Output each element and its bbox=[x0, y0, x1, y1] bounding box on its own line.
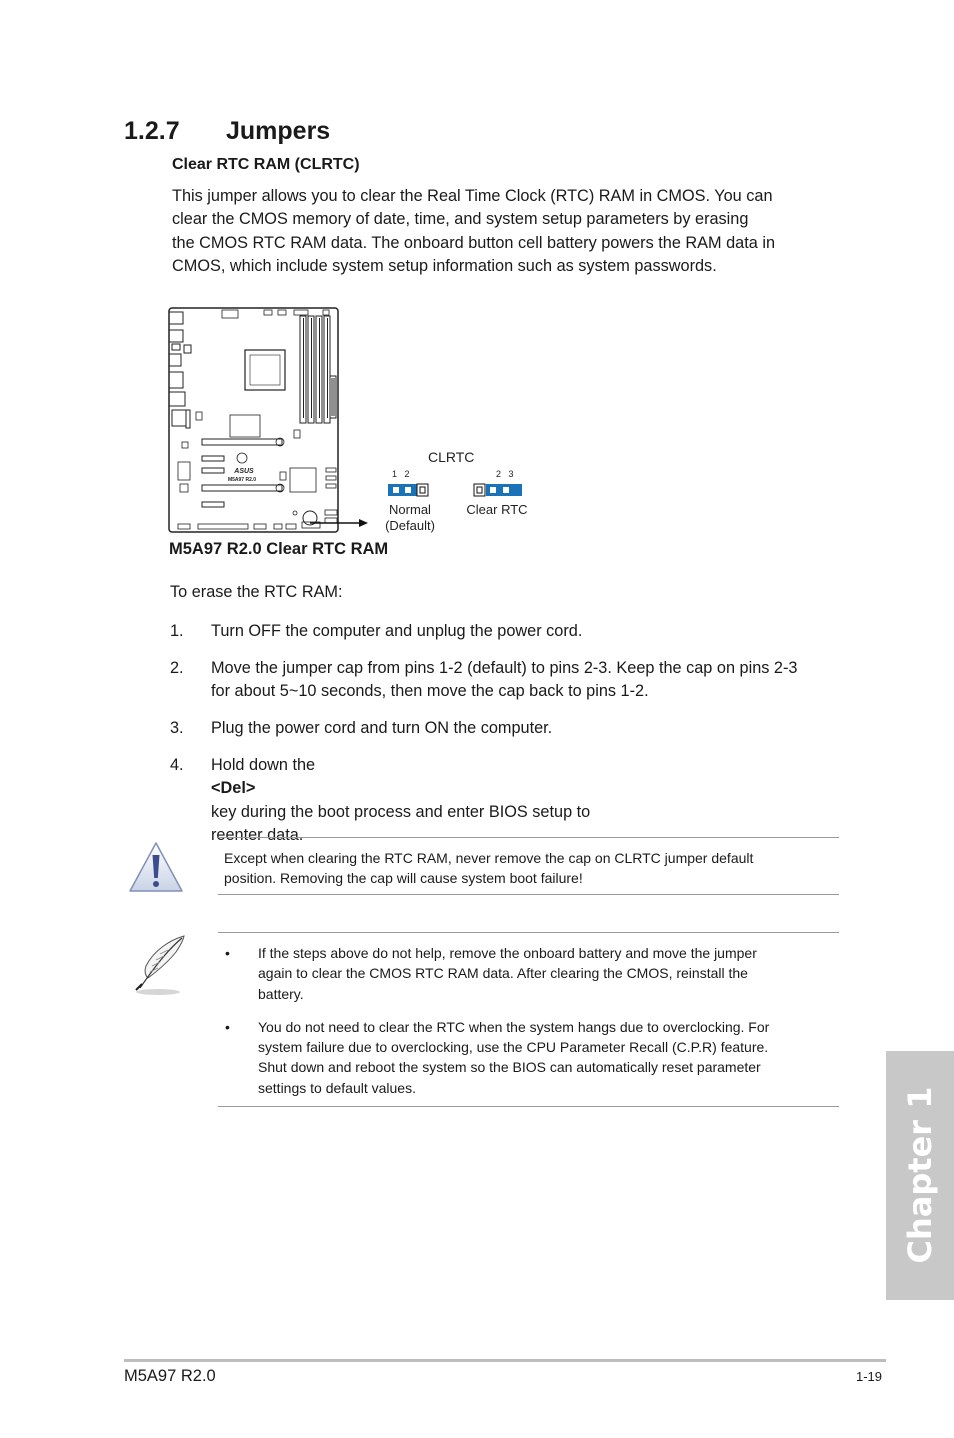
clear-label: Clear RTC bbox=[466, 502, 528, 517]
brand-logo: ASUS bbox=[234, 468, 254, 475]
section-heading: Jumpers bbox=[226, 117, 331, 145]
intro-line: clear the CMOS memory of date, time, and system setup parameters by erasing bbox=[172, 210, 749, 229]
jumper-normal bbox=[388, 484, 428, 496]
note-text: again to clear the CMOS RTC RAM data. After clearing the CMOS, reinstall the bbox=[258, 965, 748, 982]
section-number: 1.2.7 bbox=[124, 117, 180, 145]
step-number: 1. bbox=[170, 622, 184, 640]
footer-product-name: M5A97 R2.0 bbox=[124, 1367, 216, 1385]
step-text: for about 5~10 seconds, then move the cap back to pins 1-2. bbox=[211, 682, 649, 701]
footer-page-number: 1-19 bbox=[856, 1369, 883, 1384]
step-text-pre: Hold down the bbox=[211, 756, 316, 774]
footer-rule bbox=[124, 1359, 886, 1362]
warning-text: position. Removing the cap will cause system boot failure! bbox=[224, 870, 583, 887]
clrtc-header-label: CLRTC bbox=[428, 449, 475, 465]
normal-label: Normal bbox=[389, 502, 431, 517]
note-bullet bbox=[218, 1017, 839, 1098]
step-text: Turn OFF the computer and unplug the power cord. bbox=[211, 622, 583, 640]
step-text-post: key during the boot process and enter BIOS setup to bbox=[211, 802, 591, 821]
step-text: reenter data. bbox=[211, 825, 304, 844]
motherboard-diagram bbox=[160, 300, 720, 540]
normal-pin-numbers: 1 2 bbox=[392, 469, 410, 479]
intro-line: the CMOS RTC RAM data. The onboard button cell battery powers the RAM data in bbox=[172, 233, 776, 252]
note-text: settings to default values. bbox=[258, 1079, 416, 1096]
step-text bbox=[211, 754, 851, 824]
warning-text: Except when clearing the RTC RAM, never remove the cap on CLRTC jumper default bbox=[224, 850, 754, 866]
warning-box bbox=[218, 837, 839, 895]
step-text: Move the jumper cap from pins 1-2 (default) to pins 2-3. Keep the cap on pins 2-3 bbox=[211, 659, 798, 677]
note-text: You do not need to clear the RTC when the system hangs due to overclocking. For bbox=[258, 1018, 770, 1035]
board-label: M5A97 R2.0 bbox=[227, 477, 257, 483]
step-number: 3. bbox=[170, 719, 184, 737]
intro-paragraph bbox=[172, 185, 832, 278]
subheading: Clear RTC RAM (CLRTC) bbox=[172, 156, 360, 173]
section-title bbox=[124, 117, 330, 146]
intro-line: This jumper allows you to clear the Real Time Clock (RTC) RAM in CMOS. You can bbox=[172, 187, 773, 205]
bullet-symbol: • bbox=[225, 1018, 230, 1035]
step-text: Plug the power cord and turn ON the computer. bbox=[211, 719, 553, 737]
board-outline bbox=[169, 308, 338, 532]
jumper-clear bbox=[474, 484, 522, 496]
note-box bbox=[218, 932, 839, 1107]
step-number: 2. bbox=[170, 659, 184, 677]
chapter-tab-label: Chapter 1 bbox=[901, 1086, 939, 1264]
warning-triangle-icon bbox=[128, 840, 184, 894]
bullet-symbol: • bbox=[225, 945, 230, 961]
note-text: system failure due to overclocking, use the CPU Parameter Recall (C.P.R) feature. bbox=[258, 1039, 769, 1056]
note-bullet bbox=[218, 943, 839, 1004]
feather-pen-icon bbox=[126, 932, 190, 998]
figure-caption: M5A97 R2.0 Clear RTC RAM bbox=[169, 540, 389, 558]
note-text: If the steps above do not help, remove the onboard battery and move the jumper bbox=[258, 945, 757, 961]
note-text: Shut down and reboot the system so the BIOS can automatically reset parameter bbox=[258, 1059, 761, 1076]
step-number: 4. bbox=[170, 756, 184, 774]
note-text: battery. bbox=[258, 985, 304, 1002]
clear-pin-numbers: 2 3 bbox=[496, 469, 514, 479]
steps-intro: To erase the RTC RAM: bbox=[170, 583, 343, 601]
normal-default-label: (Default) bbox=[385, 518, 435, 533]
chapter-tab bbox=[886, 1051, 954, 1300]
intro-line: CMOS, which include system setup information such as system passwords. bbox=[172, 256, 717, 275]
del-key: <Del> bbox=[211, 779, 256, 798]
